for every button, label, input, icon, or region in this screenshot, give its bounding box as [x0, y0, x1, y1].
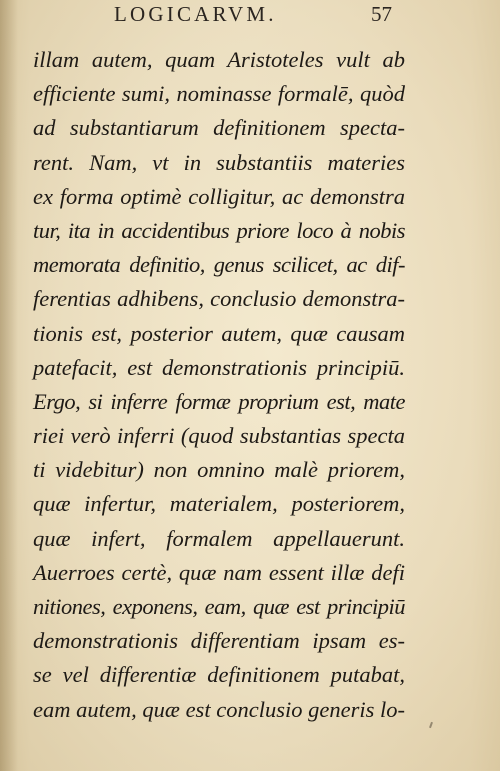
- text-line: illam autem, quam Aristoteles vult ab: [33, 47, 405, 72]
- body-text: [33, 43, 405, 727]
- text-line: Ergo, si inferre formæ proprium est, mate: [33, 388, 405, 414]
- text-line: eam autem, quæ est conclusio generis lo-: [33, 696, 405, 722]
- text-line: demonstrationis differentiam ipsam es-: [33, 628, 405, 654]
- text-line: Auerroes certè, quæ nam essent illæ defi: [33, 559, 405, 585]
- text-line: quæ infertur, materialem, posteriorem,: [33, 491, 405, 517]
- text-line: ex forma optimè colligitur, ac demonstra: [33, 183, 405, 209]
- text-line: memorata definitio, genus scilicet, ac dif-: [33, 252, 405, 278]
- text-line: nitiones, exponens, eam, quæ est principiū: [33, 594, 405, 619]
- page-number: 57: [371, 2, 392, 26]
- text-line: patefacit, est demonstrationis principiū.: [33, 354, 405, 380]
- text-line: rent. Nam, vt in substantiis materies: [33, 149, 405, 175]
- margin-mark: [429, 722, 433, 728]
- text-line: efficiente sumi, nominasse formalē, quòd: [33, 81, 405, 107]
- text-line: quæ infert, formalem appellauerunt.: [33, 525, 405, 551]
- text-line: tionis est, posterior autem, quæ causam: [33, 320, 405, 346]
- text-line: se vel differentiæ definitionem putabat,: [33, 662, 405, 688]
- running-head: LOGICARVM.: [114, 2, 277, 26]
- text-line: ad substantiarum definitionem specta-: [33, 115, 405, 141]
- text-line: tur, ita in accidentibus priore loco à nobis: [33, 217, 405, 243]
- text-line: ferentias adhibens, conclusio demonstra-: [33, 286, 405, 312]
- text-line: ti videbitur) non omnino malè priorem,: [33, 457, 405, 483]
- gutter-shadow: [0, 0, 18, 771]
- text-line: riei verò inferri (quod substantias specta: [33, 423, 405, 449]
